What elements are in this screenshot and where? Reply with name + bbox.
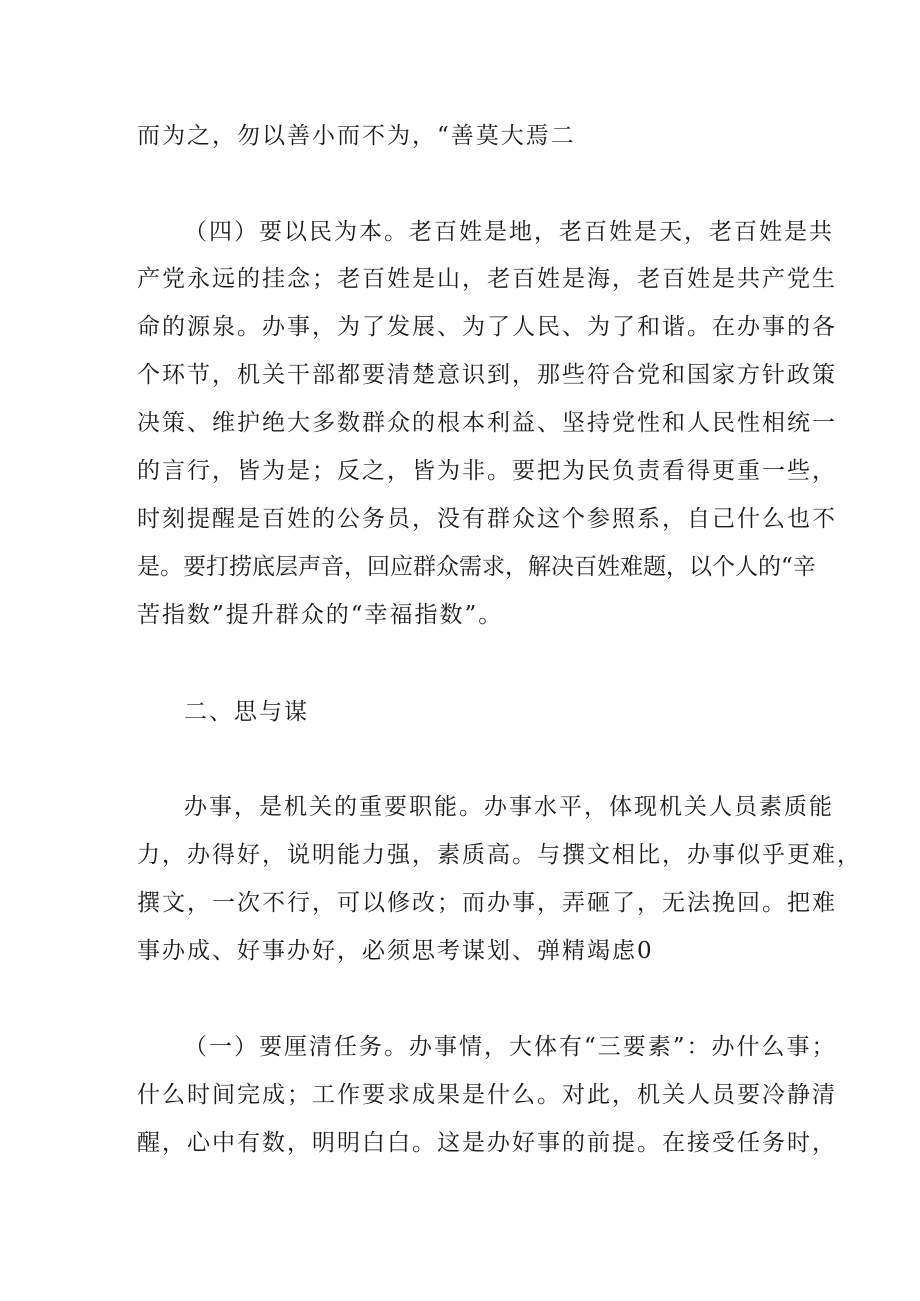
paragraph-line: 产党永远的挂念；老百姓是山，老百姓是海，老百姓是共产党生 bbox=[137, 266, 837, 292]
paragraph-line: 决策、维护绝大多数群众的根本利益、坚持党性和人民性相统一 bbox=[137, 410, 837, 436]
paragraph-line: 醒，心中有数，明明白白。这是办好事的前提。在接受任务时， bbox=[137, 1130, 837, 1156]
paragraph-line: 时刻提醒是百姓的公务员，没有群众这个参照系，自己什么也不 bbox=[137, 506, 837, 532]
paragraph-line: 是。要打捞底层声音，回应群众需求，解决百姓难题，以个人的“辛 bbox=[137, 554, 816, 580]
paragraph-line: （四）要以民为本。老百姓是地，老百姓是天，老百姓是共 bbox=[184, 219, 834, 245]
paragraph-line: 事办成、好事办好，必须思考谋划、弹精竭虑0 bbox=[137, 938, 654, 964]
paragraph-line: 办事，是机关的重要职能。办事水平，体现机关人员素质能 bbox=[184, 794, 834, 820]
paragraph-line: 个环节，机关干部都要清楚意识到，那些符合党和国家方针政策 bbox=[137, 362, 837, 388]
paragraph-line: （一）要厘清任务。办事情，大体有“三要素”：办什么事； bbox=[184, 1034, 837, 1060]
paragraph-line: 命的源泉。办事，为了发展、为了人民、为了和谐。在办事的各 bbox=[137, 314, 837, 340]
paragraph-line: 什么时间完成；工作要求成果是什么。对此，机关人员要冷静清 bbox=[137, 1082, 837, 1108]
paragraph-line: 的言行，皆为是；反之，皆为非。要把为民负责看得更重一些， bbox=[137, 458, 837, 484]
paragraph-line: 苦指数”提升群众的“幸福指数”。 bbox=[137, 602, 504, 628]
section-heading: 二、思与谋 bbox=[184, 699, 309, 725]
paragraph-line: 力，办得好，说明能力强，素质高。与撰文相比，办事似乎更难， bbox=[137, 842, 862, 868]
paragraph-line: 撰文，一次不行，可以修改；而办事，弄砸了，无法挽回。把难 bbox=[137, 890, 837, 916]
paragraph-fragment: 而为之，勿以善小而不为，“善莫大焉二 bbox=[137, 123, 576, 149]
